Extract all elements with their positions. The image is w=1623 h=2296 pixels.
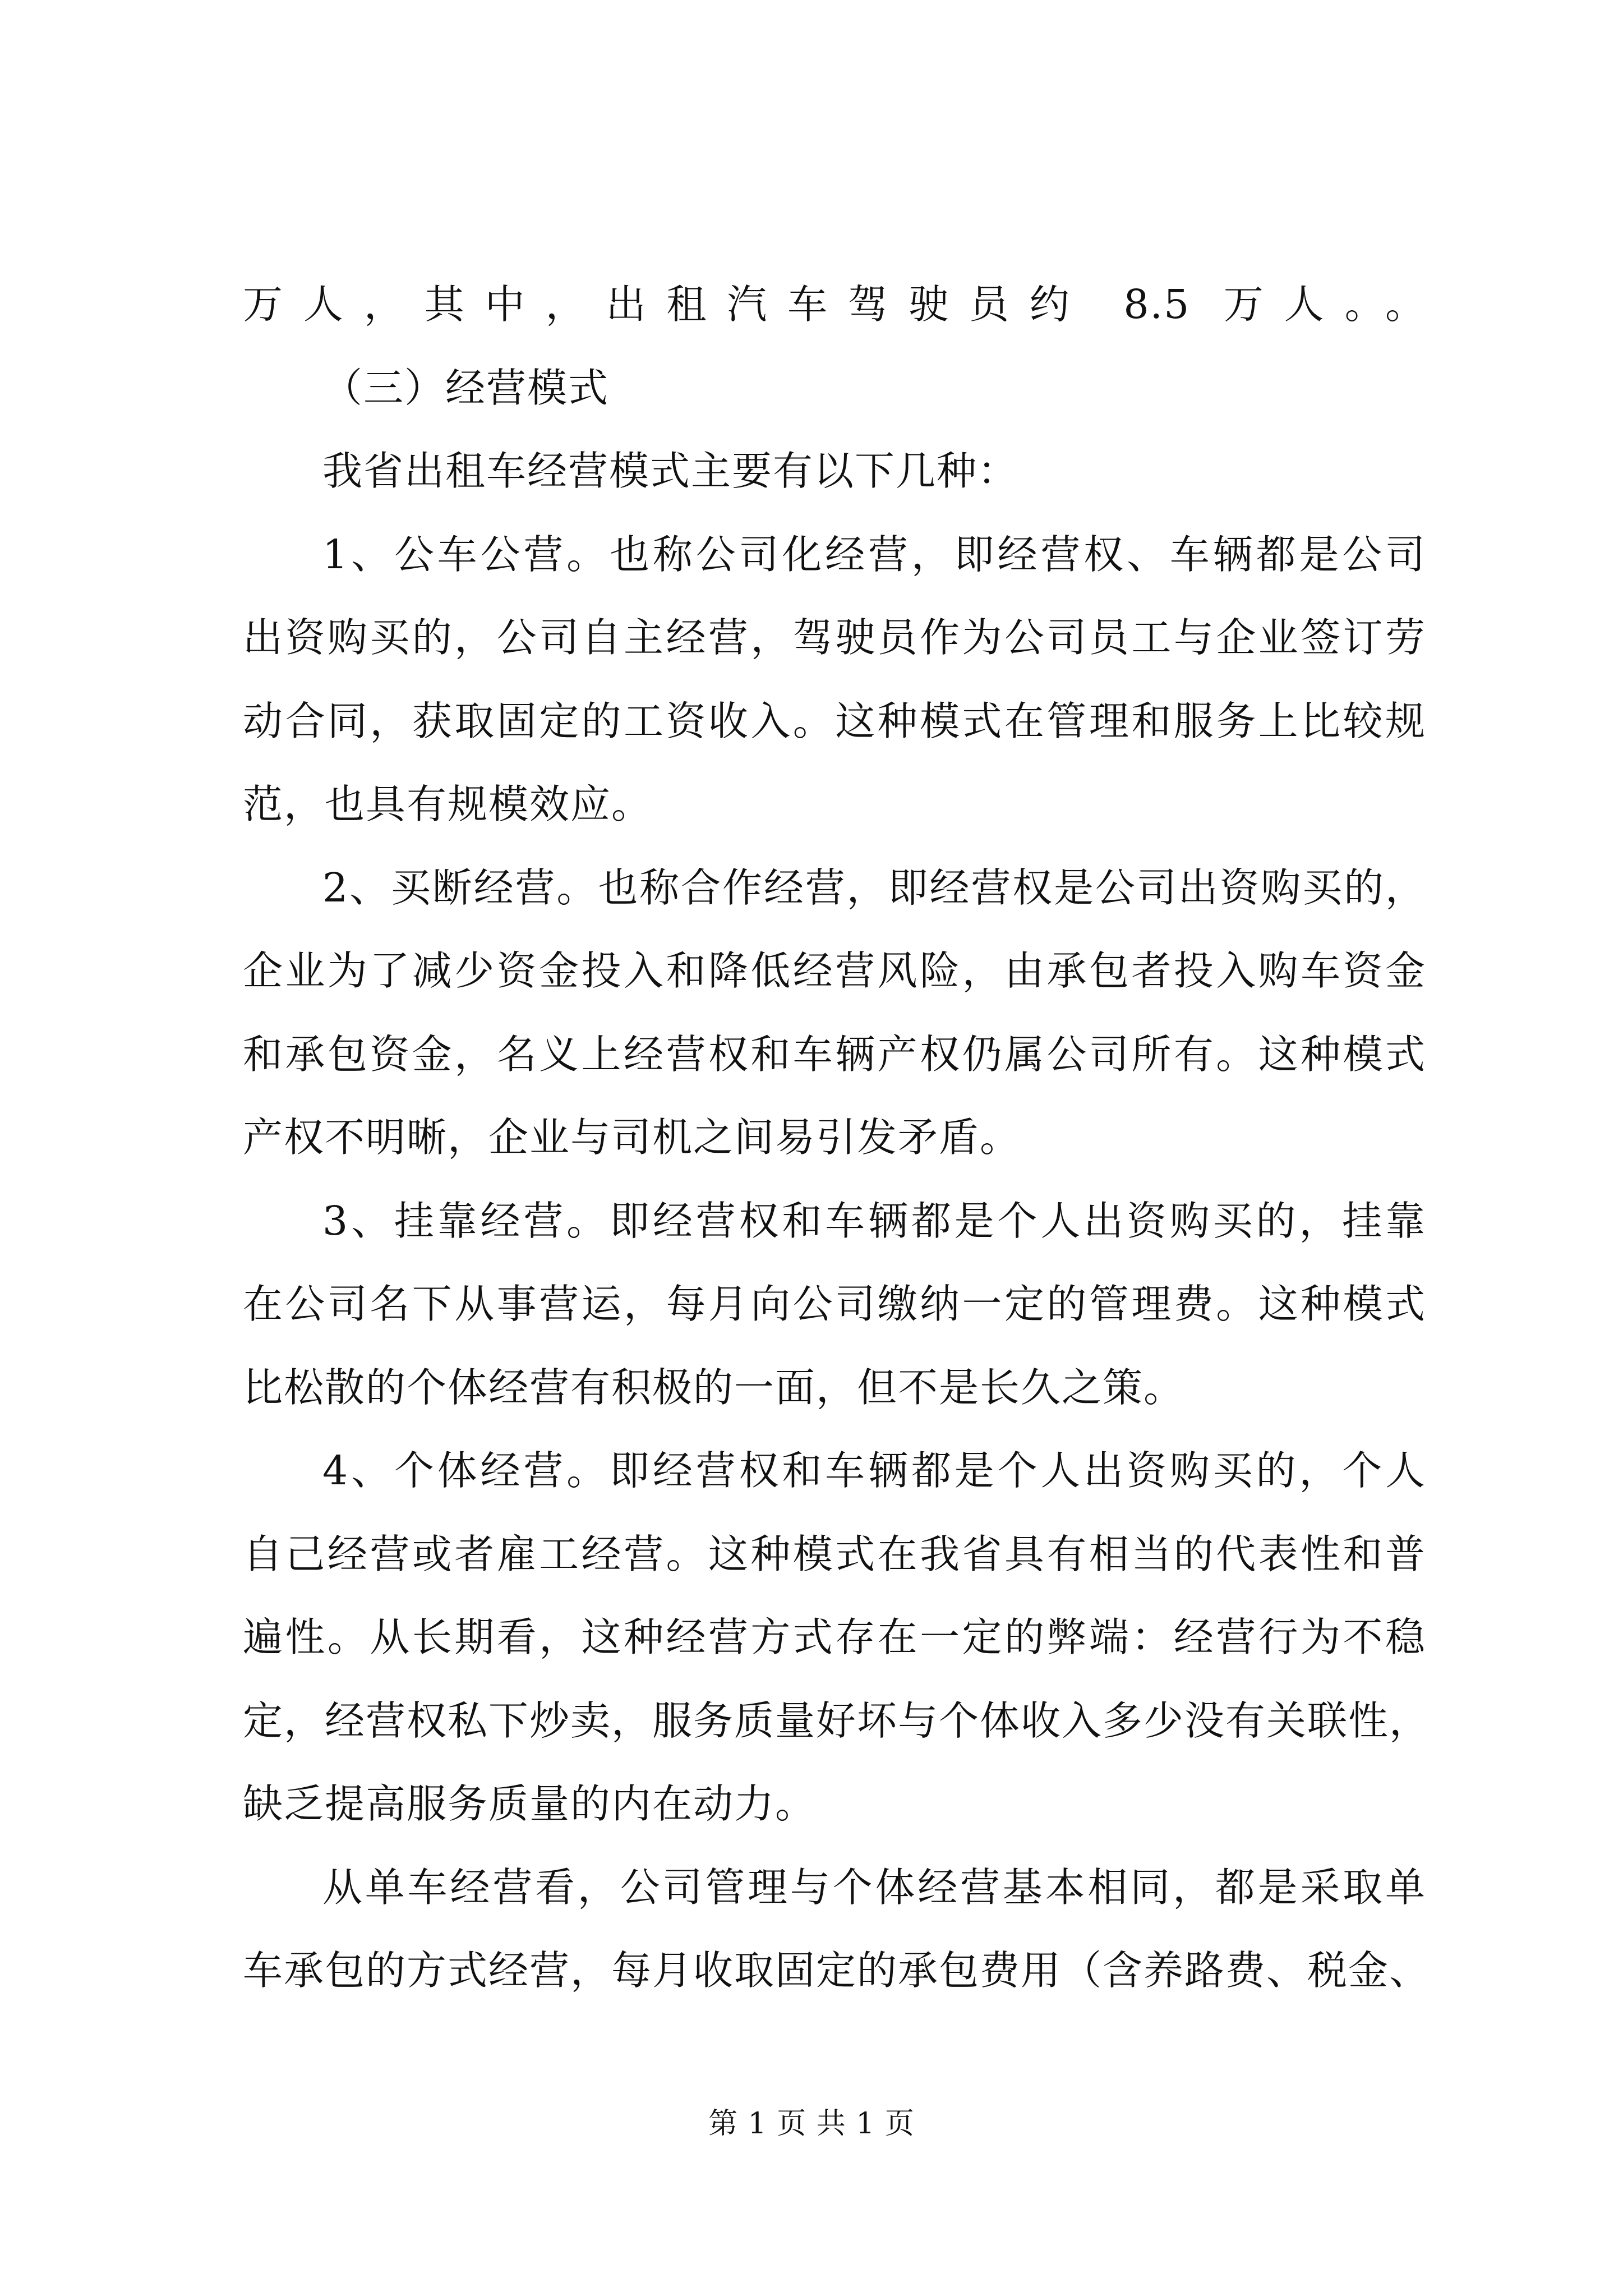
text-line: 动合同，获取固定的工资收入。这种模式在管理和服务上比较规: [243, 697, 1426, 744]
text-line: 从单车经营看，公司管理与个体经营基本相同，都是采取单: [322, 1864, 1426, 1911]
text-line: 自己经营或者雇工经营。这种模式在我省具有相当的代表性和普: [243, 1530, 1426, 1577]
page-number-footer: 第 1 页 共 1 页: [708, 2107, 915, 2141]
text-line: 车承包的方式经营，每月收取固定的承包费用（含养路费、税金、: [243, 1947, 1431, 1994]
text-line: 我省出租车经营模式主要有以下几种：: [322, 448, 1019, 494]
text-line: 企业为了减少资金投入和降低经营风险，由承包者投入购车资金: [243, 947, 1426, 994]
text-line: 在公司名下从事营运，每月向公司缴纳一定的管理费。这种模式: [243, 1281, 1426, 1327]
text-line: 遍性。从长期看，这种经营方式存在一定的弊端：经营行为不稳: [243, 1614, 1426, 1660]
text-line: 定，经营权私下炒卖，服务质量好坏与个体收入多少没有关联性，: [243, 1697, 1431, 1744]
text-line: 产权不明晰，企业与司机之间易引发矛盾。: [243, 1114, 1021, 1161]
text-line: 和承包资金，名义上经营权和车辆产权仍属公司所有。这种模式: [243, 1030, 1426, 1078]
text-line: 范，也具有规模效应。: [243, 781, 653, 827]
section-heading: （三）经营模式: [322, 364, 610, 411]
body-text: [243, 263, 1431, 2013]
text-line: 万人，其中，出租汽车驾驶员约 8.5 万人。。: [243, 281, 1426, 328]
text-line: 1、公车公营。也称公司化经营，即经营权、车辆都是公司: [322, 531, 1426, 578]
text-line: 比松散的个体经营有积极的一面，但不是长久之策。: [243, 1364, 1185, 1411]
text-line: 2、买断经营。也称合作经营，即经营权是公司出资购买的，: [322, 864, 1426, 911]
text-line: 出资购买的，公司自主经营，驾驶员作为公司员工与企业签订劳: [243, 614, 1426, 661]
text-line: 缺乏提高服务质量的内在动力。: [243, 1780, 817, 1827]
text-line: 3、挂靠经营。即经营权和车辆都是个人出资购买的，挂靠: [322, 1197, 1426, 1244]
text-line: 4、个体经营。即经营权和车辆都是个人出资购买的，个人: [322, 1447, 1426, 1494]
